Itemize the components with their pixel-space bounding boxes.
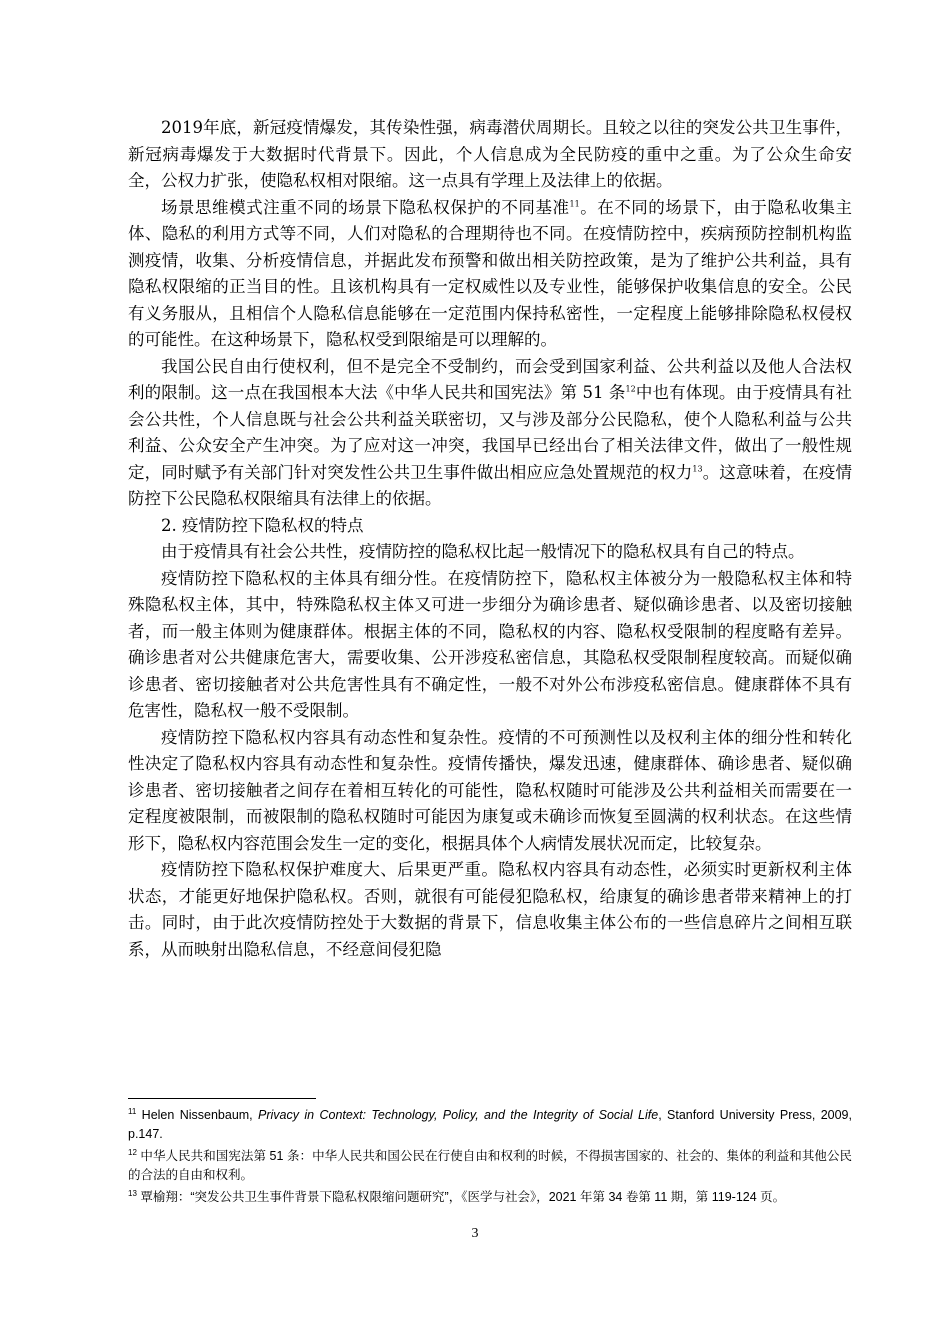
- footnote-12: [128, 1147, 852, 1185]
- paragraph-2-text-b: 。在不同的场景下，由于隐私收集主体、隐私的利用方式等不同，人们对隐私的合理期待也不同。在疫情防控中，疾病预防控制机构监测疫情，收集、分析疫情信息，并据此发布预警和做出相关防控政策，是为了维护公共利益，具有隐私权限缩的正当目的性。且该机构具有一定权威性以及专业性，能够保护收集信息的安全。公民有义务服从，且相信个人隐私信息能够在一定范围内保持私密性，一定程度上能够排除隐私权侵权的可能性。在这种场景下，隐私权受到限缩是可以理解的。: [128, 197, 853, 349]
- footnote-number-13: 13: [128, 1188, 137, 1198]
- footnote-number-12: 12: [128, 1147, 137, 1157]
- body-text: [128, 115, 852, 963]
- section-heading: 2. 疫情防控下隐私权的特点: [161, 515, 364, 535]
- footnote-11-author: Helen Nissenbaum,: [136, 1108, 259, 1122]
- paragraph-4: 由于疫情具有社会公共性，疫情防控的隐私权比起一般情况下的隐私权具有自己的特点。: [161, 542, 805, 561]
- footnote-separator: [128, 1098, 316, 1099]
- footnote-11-publisher: , Stanford University Press, 2009, p.147.: [128, 1108, 852, 1141]
- paragraph-2-text-a: 场景思维模式注重不同的场景下隐私权保护的不同基准: [161, 197, 570, 217]
- footnote-ref-13[interactable]: 13: [692, 464, 703, 473]
- paragraph-5: 疫情防控下隐私权的主体具有细分性。在疫情防控下，隐私权主体被分为一般隐私权主体和特殊隐私权主体，其中，特殊隐私权主体又可进一步细分为确诊患者、疑似确诊患者、以及密切接触者，而一般主体则为健康群体。根据主体的不同，隐私权的内容、隐私权受限制的程度略有差异。确诊患者对公共健康危害大，需要收集、公开涉疫私密信息，其隐私权受限制程度较高。而疑似确诊患者、密切接触者对公共危害性具有不确定性，一般不对外公布涉疫私密信息。健康群体不具有危害性，隐私权一般不受限制。: [128, 568, 852, 720]
- footnote-number-11: 11: [128, 1106, 137, 1116]
- footnote-11-title: Privacy in Context: Technology, Policy, and the Integrity of Social Life: [258, 1108, 659, 1122]
- paragraph-3-text-a: 我国公民自由行使权利，但不是完全不受制约，而会受到国家利益、公共利益以及他人合法权利的限制。这一点在我国根本大法《中华人民共和国宪法》第 51 条: [128, 356, 852, 402]
- paragraph-3-text-c: 。这意味着，在疫情防控下公民隐私权限缩具有法律上的依据。: [128, 462, 853, 508]
- paragraph-3-text-b: 中也有体现。由于疫情具有社会公共性，个人信息既与社会公共利益关联密切，又与涉及部分公民隐私，使个人隐私利益与公共利益、公众安全产生冲突。为了应对这一冲突，我国早已经出台了相关法律文件，做出了一般性规定，同时赋予有关部门针对突发性公共卫生事件做出相应应急处置规范的权力: [128, 383, 852, 482]
- footnote-12-text: 中华人民共和国宪法第 51 条：中华人民共和国公民在行使自由和权利的时候，不得损害国家的、社会的、集体的利益和其他公民的合法的自由和权利。: [128, 1149, 852, 1182]
- footnote-13: [128, 1188, 852, 1207]
- footnote-ref-11[interactable]: 11: [569, 199, 580, 208]
- footnote-11: [128, 1106, 852, 1144]
- footnote-ref-12[interactable]: 12: [625, 384, 636, 394]
- footnote-13-text: 覃榆翔：“突发公共卫生事件背景下隐私权限缩问题研究”，《医学与社会》，2021 年第 34 卷第 11 期，第 119-124 页。: [136, 1190, 786, 1204]
- paragraph-6: 疫情防控下隐私权内容具有动态性和复杂性。疫情的不可预测性以及权利主体的细分性和转化性决定了隐私权内容具有动态性和复杂性。疫情传播快，爆发迅速，健康群体、确诊患者、疑似确诊患者、密切接触者之间存在着相互转化的可能性，隐私权随时可能涉及公共利益相关而需要在一定程度被限制，而被限制的隐私权随时可能因为康复或未确诊而恢复至圆满的权利状态。在这些情形下，隐私权内容范围会发生一定的变化，根据具体个人病情发展状况而定，比较复杂。: [128, 727, 852, 853]
- paragraph-1: 2019年底，新冠疫情爆发，其传染性强，病毒潜伏周期长。且较之以往的突发公共卫生事件，新冠病毒爆发于大数据时代背景下。因此，个人信息成为全民防疫的重中之重。为了公众生命安全，公权力扩张，使隐私权相对限缩。这一点具有学理上及法律上的依据。: [128, 118, 852, 190]
- footnotes: [128, 1106, 852, 1210]
- page-number: 3: [471, 1226, 479, 1241]
- paragraph-3: [128, 354, 852, 513]
- paragraph-7: 疫情防控下隐私权保护难度大、后果更严重。隐私权内容具有动态性，必须实时更新权利主体状态，才能更好地保护隐私权。否则，就很有可能侵犯隐私权，给康复的确诊患者带来精神上的打击。同时，由于此次疫情防控处于大数据的背景下，信息收集主体公布的一些信息碎片之间相互联系，从而映射出隐私信息，不经意间侵犯隐: [128, 860, 852, 959]
- paragraph-2: [128, 195, 852, 354]
